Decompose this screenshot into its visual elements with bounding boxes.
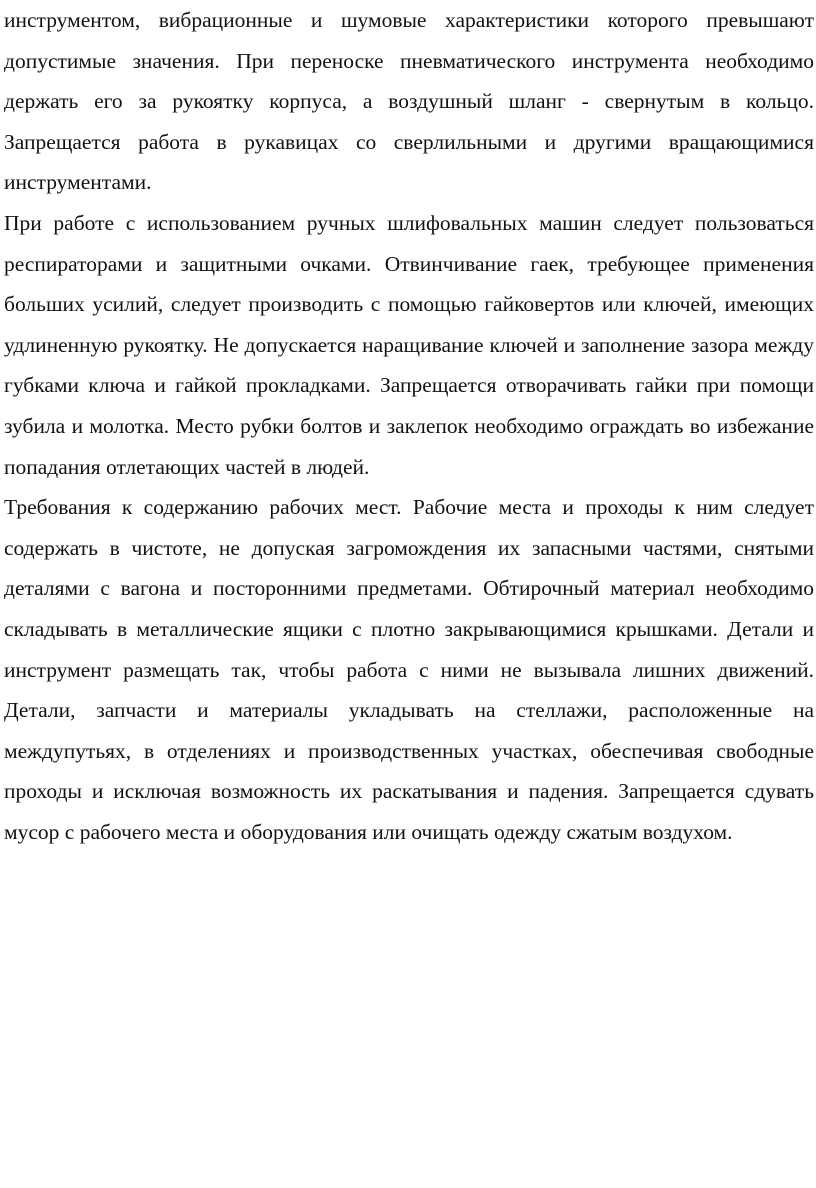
paragraph-2: При работе с использованием ручных шлифовальных машин следует пользоваться респираторами и защитными очками. Отвинчивание гаек, требующее применения больших усилий, следует производить с помощью гайковертов или ключей, имеющих удлиненную рукоятку. Не допускается наращивание ключей и заполнение зазора между губками ключа и гайкой прокладками. Запрещается отворачивать гайки при помощи зубила и молотка. Место рубки болтов и заклепок необходимо ограждать во избежание попадания отлетающих частей в людей. [4,210,814,479]
document-page [4,0,814,852]
paragraph-3: Требования к содержанию рабочих мест. Рабочие места и проходы к ним следует содержать в чистоте, не допуская загромождения их запасными частями, снятыми деталями с вагона и посторонними предметами. Обтирочный материал необходимо складывать в металлические ящики с плотно закрывающимися крышками. Детали и инструмент размещать так, чтобы работа с ними не вызывала лишних движений. Детали, запчасти и материалы укладывать на стеллажи, расположенные на междупутьях, в отделениях и производственных участках, обеспечивая свободные проходы и исключая возможность их раскатывания и падения. Запрещается сдувать мусор с рабочего места и оборудования или очищать одежду сжатым воздухом. [4,495,814,844]
paragraph-1: инструментом, вибрационные и шумовые характеристики которого превышают допустимые значения. При переноске пневматического инструмента необходимо держать его за рукоятку корпуса, а воздушный шланг - свернутым в кольцо. Запрещается работа в рукавицах со сверлильными и другими вращающимися инструментами. [4,8,814,195]
